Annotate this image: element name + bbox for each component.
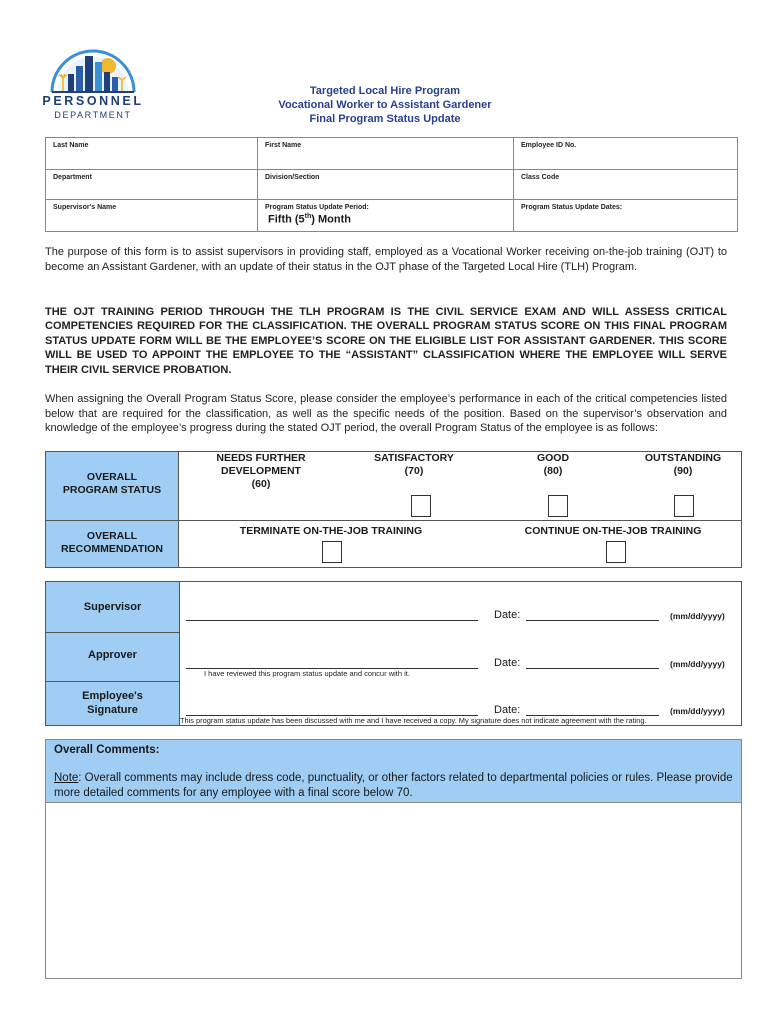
employee-signature-label: Employee's Signature xyxy=(82,690,143,716)
employee-note: This program status update has been discussed with me and I have received a copy. My signature does not indicate agreement with the rating. xyxy=(180,716,647,725)
comments-note-text: : Overall comments may include dress code, punctuality, or other factors related to departmental policies or rules. Please provide more detailed comments for any employee with a final score below 70. xyxy=(54,772,733,799)
update-dates-label: Program Status Update Dates: xyxy=(521,204,623,211)
class-code-field[interactable] xyxy=(514,170,737,200)
last-name-label: Last Name xyxy=(53,142,89,149)
recommendation-header xyxy=(46,521,179,567)
last-name-field[interactable] xyxy=(46,138,258,170)
supervisor-name-field[interactable] xyxy=(46,200,258,231)
good-checkbox[interactable] xyxy=(548,495,568,517)
terminate-ojt-checkbox[interactable] xyxy=(322,541,342,563)
signature-table xyxy=(45,581,742,726)
score-table xyxy=(45,451,742,568)
logo-department-text: DEPARTMENT xyxy=(54,110,132,120)
comments-section xyxy=(45,739,742,979)
approver-date-label: Date: xyxy=(494,657,521,669)
division-field[interactable] xyxy=(258,170,514,200)
division-label: Division/Section xyxy=(265,174,320,181)
program-status-header xyxy=(46,452,179,521)
first-name-label: First Name xyxy=(265,142,302,149)
form-title-line3: Final Program Status Update xyxy=(309,113,461,125)
department-label: Department xyxy=(53,174,92,181)
continue-ojt-checkbox[interactable] xyxy=(606,541,626,563)
row-divider xyxy=(179,520,741,521)
purpose-paragraph: The purpose of this form is to assist supervisors in providing staff, employed as a Vocational Worker receiving on-the-job training (OJT) to become an Assistant Gardener, with an update of their status in the OJT phase of the Targeted Local Hire (TLH) Program. xyxy=(45,246,727,273)
form-title-line1: Targeted Local Hire Program xyxy=(309,85,461,97)
terminate-ojt-label: TERMINATE ON-THE-JOB TRAINING xyxy=(239,525,423,537)
approver-label: Approver xyxy=(88,649,137,661)
employee-date-line[interactable] xyxy=(526,715,659,716)
supervisor-label: Supervisor xyxy=(83,601,142,613)
comments-textarea[interactable] xyxy=(46,803,741,978)
supervisor-date-line[interactable] xyxy=(526,620,659,621)
sig-divider xyxy=(46,632,179,633)
recommendation-label: OVERALL RECOMMENDATION xyxy=(61,530,163,555)
continue-ojt-label: CONTINUE ON-THE-JOB TRAINING xyxy=(524,525,702,537)
supervisor-date-format: (mm/dd/yyyy) xyxy=(670,611,725,621)
approver-date-line[interactable] xyxy=(526,668,659,669)
comments-note-label: Note xyxy=(54,772,79,784)
outstanding-checkbox[interactable] xyxy=(674,495,694,517)
notice-paragraph: THE OJT TRAINING PERIOD THROUGH THE TLH PROGRAM IS THE CIVIL SERVICE EXAM AND WILL ASSESS CRITICAL COMPETENCIES REQUIRED FOR THE CLASSIFICATION. THE OVERALL PROGRAM STATUS SCORE ON THIS FINAL PROGRAM STATUS UPDATE FORM WILL BE THE EMPLOYEE’S SCORE ON THE ELIGIBLE LIST FOR ASSISTANT GARDENER. THIS SCORE WILL BE USED TO APPOINT THE EMPLOYEE TO THE “ASSISTANT” CLASSIFICATION WHERE THE EMPLOYEE WILL SERVE THEIR CIVIL SERVICE PROBATION. xyxy=(45,306,727,376)
option-good-label: GOOD (80) xyxy=(536,452,570,477)
employee-id-label: Employee ID No. xyxy=(521,142,577,149)
update-dates-field[interactable] xyxy=(514,200,737,231)
signature-label-column xyxy=(46,582,180,725)
supervisor-signature-line[interactable] xyxy=(186,620,478,621)
satisfactory-checkbox[interactable] xyxy=(411,495,431,517)
logo-personnel-text: PERSONNEL xyxy=(42,94,144,108)
approver-date-format: (mm/dd/yyyy) xyxy=(670,659,725,669)
department-logo xyxy=(38,44,148,128)
comments-header xyxy=(46,740,741,803)
update-period-field xyxy=(258,200,514,231)
option-needs-development-label: NEEDS FURTHER DEVELOPMENT (60) xyxy=(216,452,306,490)
form-title-line2: Vocational Worker to Assistant Gardener xyxy=(278,99,492,111)
employee-date-format: (mm/dd/yyyy) xyxy=(670,706,725,716)
employee-info-grid xyxy=(45,137,738,232)
program-status-label: OVERALL PROGRAM STATUS xyxy=(62,471,162,496)
comments-note xyxy=(54,771,737,801)
employee-date-label: Date: xyxy=(494,704,521,716)
approver-note: I have reviewed this program status update and concur with it. xyxy=(204,669,410,678)
sig-divider xyxy=(46,681,179,682)
supervisor-name-label: Supervisor's Name xyxy=(53,204,117,211)
city-skyline-icon xyxy=(38,44,148,96)
employee-id-field[interactable] xyxy=(514,138,737,170)
supervisor-date-label: Date: xyxy=(494,609,521,621)
option-outstanding-label: OUTSTANDING (90) xyxy=(644,452,722,477)
comments-title: Overall Comments: xyxy=(54,744,160,756)
option-satisfactory-label: SATISFACTORY (70) xyxy=(374,452,454,477)
department-field[interactable] xyxy=(46,170,258,200)
first-name-field[interactable] xyxy=(258,138,514,170)
assign-paragraph: When assigning the Overall Program Status Score, please consider the employee’s performance in each of the critical competencies listed below that are required for the classification, as well as the specific needs of the position. Based on the supervisor’s observation and knowledge of the employee’s progress during the stated OJT period, the overall Program Status of the employee is as follows: xyxy=(45,393,727,435)
update-period-label: Program Status Update Period: xyxy=(265,204,369,211)
update-period-value: Fifth (5th) Month xyxy=(268,213,351,226)
class-code-label: Class Code xyxy=(521,174,560,181)
